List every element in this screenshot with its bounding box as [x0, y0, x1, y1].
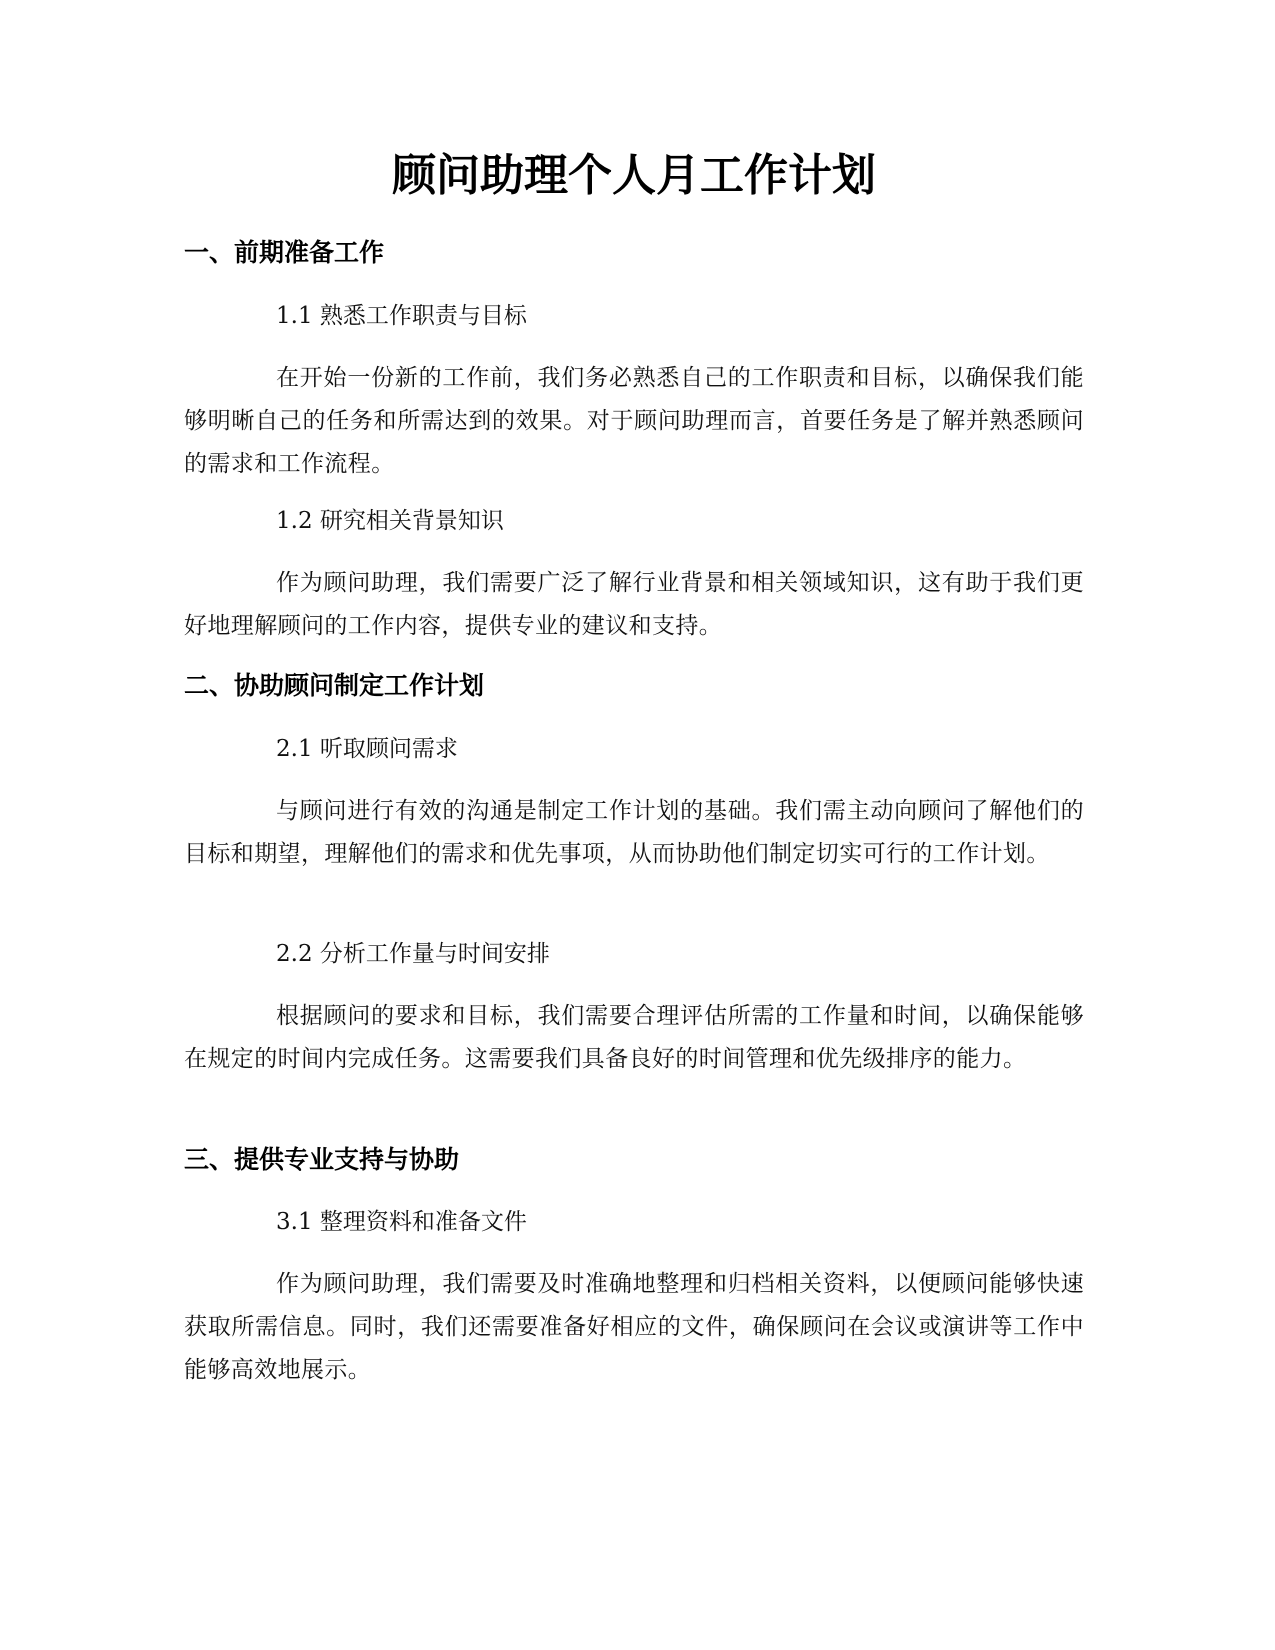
subsection-heading-1-1: 1.1 熟悉工作职责与目标: [276, 303, 527, 329]
paragraph-2-2: 根据顾问的要求和目标，我们需要合理评估所需的工作量和时间，以确保能够在规定的时间内完成任务。这需要我们具备良好的时间管理和优先级排序的能力。: [184, 1003, 1084, 1072]
subsection-heading-2-1: 2.1 听取顾问需求: [276, 736, 458, 762]
subsection-heading-1-2: 1.2 研究相关背景知识: [276, 508, 504, 534]
section-heading-3: 三、提供专业支持与协助: [184, 1145, 460, 1174]
subsection-heading-3-1: 3.1 整理资料和准备文件: [276, 1209, 527, 1235]
document-title: 顾问助理个人月工作计划: [392, 150, 876, 201]
subsection-heading-2-2: 2.2 分析工作量与时间安排: [276, 941, 550, 967]
paragraph-1-1: 在开始一份新的工作前，我们务必熟悉自己的工作职责和目标，以确保我们能够明晰自己的任务和所需达到的效果。对于顾问助理而言，首要任务是了解并熟悉顾问的需求和工作流程。: [184, 365, 1084, 477]
section-heading-1: 一、前期准备工作: [184, 238, 385, 267]
paragraph-2-1: 与顾问进行有效的沟通是制定工作计划的基础。我们需主动向顾问了解他们的目标和期望，理解他们的需求和优先事项，从而协助他们制定切实可行的工作计划。: [184, 798, 1084, 867]
paragraph-3-1: 作为顾问助理，我们需要及时准确地整理和归档相关资料，以便顾问能够快速获取所需信息。同时，我们还需要准备好相应的文件，确保顾问在会议或演讲等工作中能够高效地展示。: [184, 1271, 1084, 1383]
section-heading-2: 二、协助顾问制定工作计划: [184, 671, 485, 700]
paragraph-1-2: 作为顾问助理，我们需要广泛了解行业背景和相关领域知识，这有助于我们更好地理解顾问的工作内容，提供专业的建议和支持。: [184, 570, 1084, 639]
